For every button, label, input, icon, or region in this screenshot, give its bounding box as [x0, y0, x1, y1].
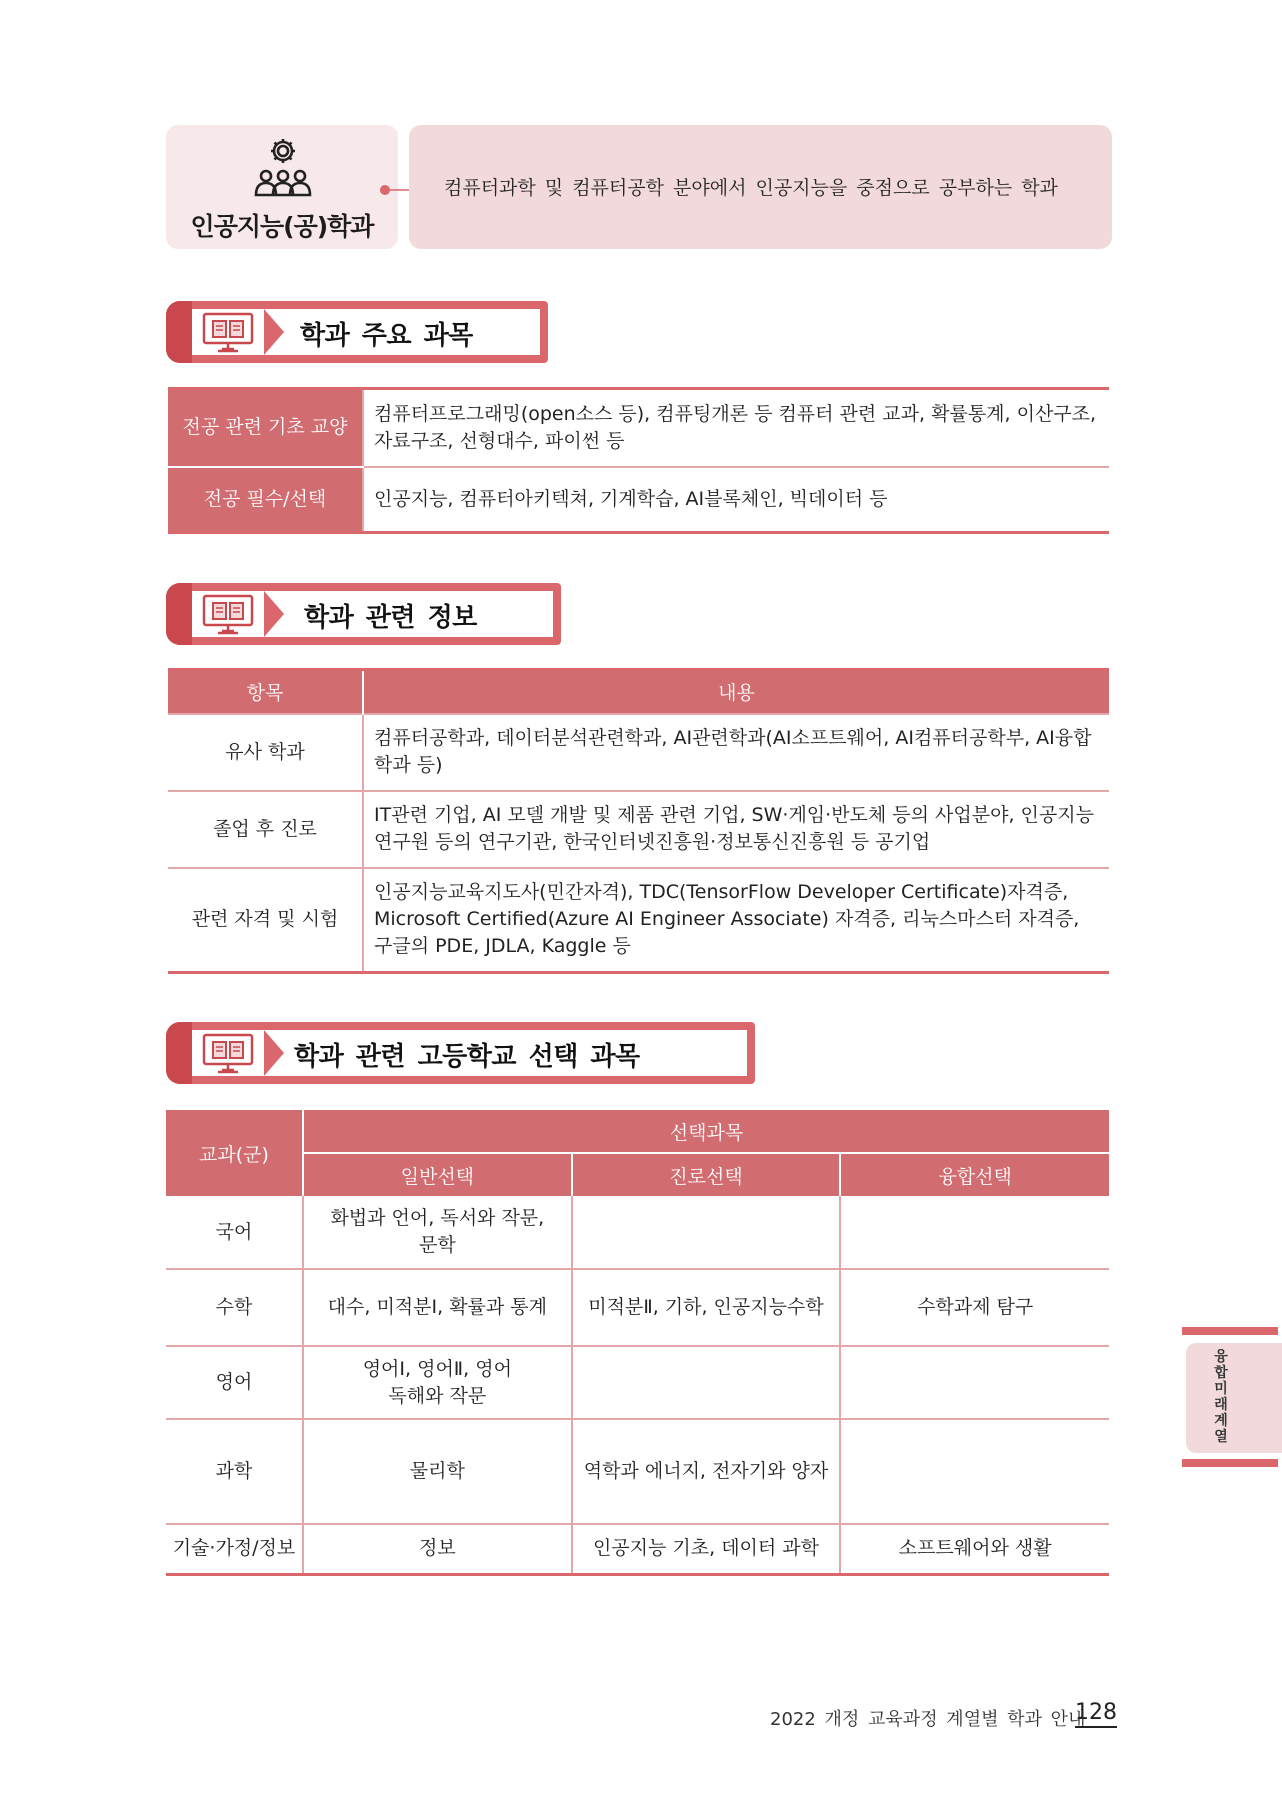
table-header-row [166, 1153, 1109, 1196]
fusion-cell: 소프트웨어와 생활 [840, 1524, 1109, 1574]
row-label: 관련 자격 및 시험 [168, 868, 363, 973]
general-value: 영어Ⅰ, 영어Ⅱ, 영어 독해와 작문 [362, 1357, 512, 1407]
career-cell: 역학과 에너지, 전자기와 양자 [572, 1419, 841, 1524]
column-header-subject-group: 교과(군) [166, 1110, 303, 1196]
subject-cell: 영어 [166, 1346, 303, 1419]
row-label: 유사 학과 [168, 714, 363, 791]
people-gear-icon [252, 135, 314, 201]
subject-cell: 기술·가정/정보 [166, 1524, 303, 1574]
section-title: 학과 관련 고등학교 선택 과목 [294, 1042, 640, 1072]
column-header: 융합선택 [840, 1153, 1109, 1196]
row-value: IT관련 기업, AI 모델 개발 및 제품 관련 기업, SW·게임·반도체 등의 사업분야, 인공지능연구원 등의 연구기관, 한국인터넷진흥원·정보통신진흥원 등 공기업 [363, 791, 1109, 868]
section-header-hs-subjects [166, 1022, 755, 1084]
general-cell: 대수, 미적분Ⅰ, 확률과 통계 [303, 1269, 572, 1346]
career-cell [572, 1346, 841, 1419]
table-header-row [168, 670, 1109, 714]
general-cell: 물리학 [303, 1419, 572, 1524]
fusion-cell [840, 1346, 1109, 1419]
table-row [166, 1524, 1109, 1574]
department-name: 인공지능(공)학과 [190, 212, 374, 241]
subject-cell: 과학 [166, 1419, 303, 1524]
page-number: 128 [1075, 1700, 1117, 1728]
department-description-card [409, 125, 1112, 249]
main-subjects-table [168, 387, 1109, 534]
section-header-related-info [166, 583, 561, 645]
general-cell [303, 1196, 572, 1269]
monitor-book-icon [192, 309, 264, 355]
column-header: 항목 [168, 670, 363, 714]
hs-subjects-table [166, 1110, 1109, 1576]
monitor-book-icon [192, 591, 264, 637]
table-row [168, 467, 1109, 533]
career-cell: 인공지능 기초, 데이터 과학 [572, 1524, 841, 1574]
column-header-group: 선택과목 [303, 1110, 1109, 1153]
column-header: 진로선택 [572, 1153, 841, 1196]
column-header: 내용 [363, 670, 1109, 714]
table-row [168, 389, 1109, 467]
section-title: 학과 관련 정보 [304, 603, 477, 633]
department-description: 컴퓨터과학 및 컴퓨터공학 분야에서 인공지능을 중점으로 공부하는 학과 [444, 177, 1058, 199]
side-tab-label: 융합미래 계열 [1214, 1349, 1228, 1445]
general-cell [303, 1346, 572, 1419]
fusion-cell [840, 1196, 1109, 1269]
table-row [166, 1419, 1109, 1524]
side-tab-category [1182, 1327, 1282, 1467]
general-cell: 정보 [303, 1524, 572, 1574]
career-cell: 미적분Ⅱ, 기하, 인공지능수학 [572, 1269, 841, 1346]
table-row [168, 714, 1109, 791]
general-value: 화법과 언어, 독서와 작문, 문학 [330, 1207, 545, 1256]
column-header: 일반선택 [303, 1153, 572, 1196]
table-header-row [166, 1110, 1109, 1153]
footer-title: 2022 개정 교육과정 계열별 학과 안내 [770, 1709, 1086, 1730]
row-label: 졸업 후 진로 [168, 791, 363, 868]
table-row [168, 868, 1109, 973]
table-row [166, 1346, 1109, 1419]
fusion-cell: 수학과제 탐구 [840, 1269, 1109, 1346]
subject-cell: 수학 [166, 1269, 303, 1346]
row-value: 인공지능교육지도사(민간자격), TDC(TensorFlow Developer Certificate)자격증, Microsoft Certified(Azure AI Engineer Associate) 자격증, 리눅스마스터 자격증, 구글의 PDE, JDLA, Kaggle 등 [363, 868, 1109, 973]
row-label: 전공 관련 기초 교양 [168, 389, 363, 467]
row-value: 컴퓨터공학과, 데이터분석관련학과, AI관련학과(AI소프트웨어, AI컴퓨터공학부, AI융합학과 등) [363, 714, 1109, 791]
related-info-table [168, 668, 1109, 974]
row-value: 인공지능, 컴퓨터아키텍쳐, 기계학습, AI블록체인, 빅데이터 등 [363, 467, 1109, 533]
row-value: 컴퓨터프로그래밍(open소스 등), 컴퓨팅개론 등 컴퓨터 관련 교과, 확률통계, 이산구조, 자료구조, 선형대수, 파이썬 등 [363, 389, 1109, 467]
section-title: 학과 주요 과목 [300, 321, 473, 351]
table-row [168, 791, 1109, 868]
fusion-cell [840, 1419, 1109, 1524]
table-row [166, 1269, 1109, 1346]
career-cell [572, 1196, 841, 1269]
department-card [166, 125, 398, 249]
row-label: 전공 필수/선택 [168, 467, 363, 533]
subject-cell: 국어 [215, 1220, 253, 1243]
section-header-main-subjects [166, 301, 548, 363]
table-row [166, 1196, 1109, 1269]
monitor-book-icon [192, 1030, 264, 1076]
